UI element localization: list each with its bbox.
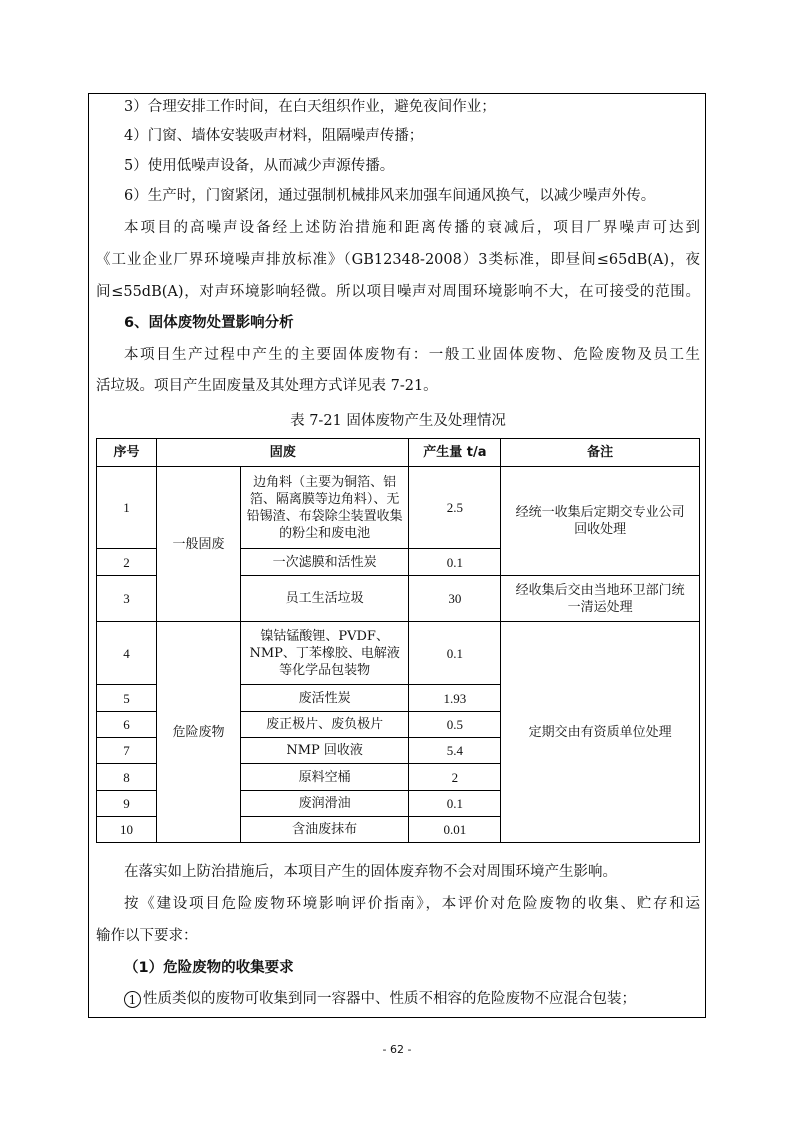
table-cell: 废活性炭 xyxy=(240,685,408,712)
table-cell: 废正极片、废负极片 xyxy=(240,712,408,738)
text-line: 本项目的高噪声设备经上述防治措施和距离传播的衰减后，项目厂界噪声可达到 xyxy=(124,220,700,236)
text-line: 3）合理安排工作时间，在白天组织作业，避免夜间作业； xyxy=(124,99,496,115)
table-cell: 一般固废 xyxy=(157,467,241,622)
table-cell: 废润滑油 xyxy=(240,791,408,817)
table-cell: 边角料（主要为铜箔、铝箔、隔离膜等边角料）、无铅锡渣、布袋除尘装置收集的粉尘和废电池 xyxy=(240,467,408,549)
table-cell: 1 xyxy=(97,467,157,549)
circled-number-one: 1 xyxy=(124,991,141,1008)
table-row xyxy=(97,467,700,549)
table-header-cell: 固废 xyxy=(157,439,409,467)
table-cell: 危险废物 xyxy=(157,622,241,843)
table-cell: 2.5 xyxy=(409,467,501,549)
table-cell: 2 xyxy=(409,764,501,791)
table-cell: 9 xyxy=(97,791,157,817)
table-cell: 一次滤膜和活性炭 xyxy=(240,549,408,576)
text-line: 《工业企业厂界环境噪声排放标准》（GB12348-2008）3类标准，即昼间≤65dB(A)，夜 xyxy=(96,252,700,268)
table-header-cell: 序号 xyxy=(97,439,157,467)
table-cell: 5.4 xyxy=(409,738,501,764)
table-cell: 0.1 xyxy=(409,622,501,685)
text-line: 4）门窗、墙体安装吸声材料，阻隔噪声传播； xyxy=(124,128,424,144)
table-cell: 0.01 xyxy=(409,817,501,843)
table-cell: 原料空桶 xyxy=(240,764,408,791)
text-line: 5）使用低噪声设备，从而减少声源传播。 xyxy=(124,158,395,174)
table-cell: NMP 回收液 xyxy=(240,738,408,764)
table-cell: 5 xyxy=(97,685,157,712)
solid-waste-table xyxy=(96,438,700,843)
section-heading: 6、固体废物处置影响分析 xyxy=(124,315,294,331)
table-header-cell: 备注 xyxy=(501,439,700,467)
table-cell: 1.93 xyxy=(409,685,501,712)
text-line xyxy=(124,989,700,1009)
table-cell: 2 xyxy=(97,549,157,576)
table-cell: 6 xyxy=(97,712,157,738)
table-cell: 8 xyxy=(97,764,157,791)
table-header-row xyxy=(97,439,700,467)
text-line: 输作以下要求： xyxy=(96,928,198,944)
table-caption: 表 7-21 固体废物产生及处理情况 xyxy=(290,413,506,429)
text-line: 6）生产时，门窗紧闭，通过强制机械排风来加强车间通风换气，以减少噪声外传。 xyxy=(124,188,656,204)
table-cell: 员工生活垃圾 xyxy=(240,576,408,622)
table-cell: 3 xyxy=(97,576,157,622)
table-cell: 定期交由有资质单位处理 xyxy=(501,622,700,843)
table-cell: 0.1 xyxy=(409,549,501,576)
table-header-cell: 产生量 t/a xyxy=(409,439,501,467)
page-number: - 62 - xyxy=(382,1043,412,1056)
table-cell: 0.5 xyxy=(409,712,501,738)
table-cell: 10 xyxy=(97,817,157,843)
text-line-content: 性质类似的废物可收集到同一容器中、性质不相容的危险废物不应混合包装； xyxy=(143,991,636,1007)
table-cell: 7 xyxy=(97,738,157,764)
table-cell: 镍钴锰酸锂、PVDF、NMP、丁苯橡胶、电解液等化学品包装物 xyxy=(240,622,408,685)
section-heading: （1）危险废物的收集要求 xyxy=(124,960,294,976)
text-line: 活垃圾。项目产生固废量及其处理方式详见表 7-21。 xyxy=(96,378,438,394)
text-line: 在落实如上防治措施后，本项目产生的固体废弃物不会对周围环境产生影响。 xyxy=(124,864,617,880)
table-cell: 经收集后交由当地环卫部门统一清运处理 xyxy=(501,576,700,622)
table-cell: 0.1 xyxy=(409,791,501,817)
text-line: 按《建设项目危险废物环境影响评价指南》，本评价对危险废物的收集、贮存和运 xyxy=(124,896,700,912)
text-line: 间≤55dB(A)，对声环境影响轻微。所以项目噪声对周围环境影响不大，在可接受的范围。 xyxy=(96,284,700,300)
text-line: 本项目生产过程中产生的主要固体废物有：一般工业固体废物、危险废物及员工生 xyxy=(124,347,700,363)
table-row xyxy=(97,622,700,685)
table-cell: 4 xyxy=(97,622,157,685)
table-cell: 含油废抹布 xyxy=(240,817,408,843)
table-cell: 经统一收集后定期交专业公司回收处理 xyxy=(501,467,700,576)
table-cell: 30 xyxy=(409,576,501,622)
